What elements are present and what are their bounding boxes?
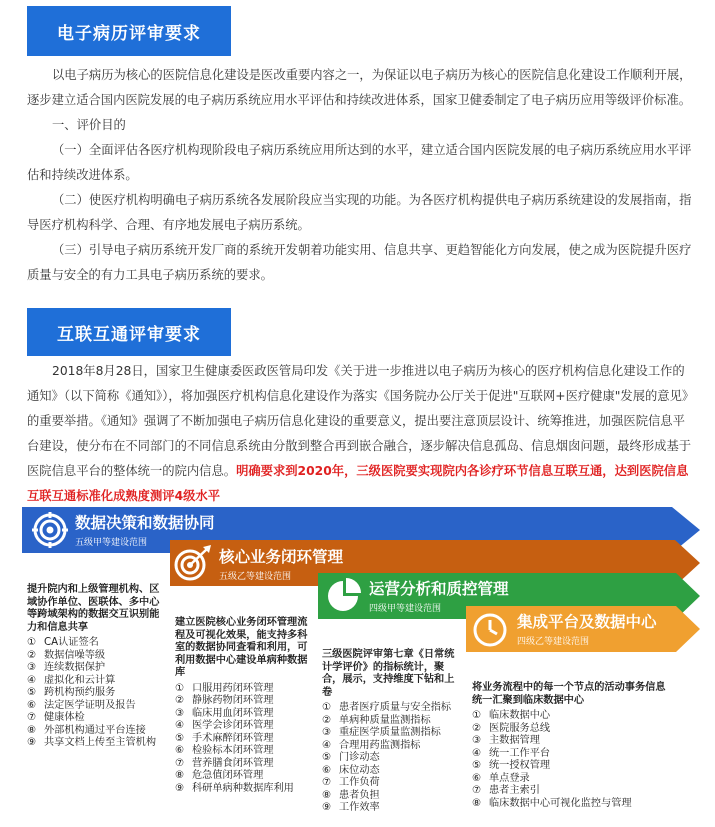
section1-item-3: （三）引导电子病历系统开发厂商的系统开发朝着功能实用、信息共享、更趋智能化方向发展，使之成为医院提升医疗质量与安全的有力工具电子病历系统的要求。 xyxy=(27,243,692,282)
column-data-decision xyxy=(27,584,165,750)
list-item xyxy=(472,748,672,761)
list-item-number: ② xyxy=(27,649,37,661)
list-item xyxy=(472,760,672,773)
list-item-text: 临床数据中心 xyxy=(489,710,551,721)
list-item xyxy=(175,733,313,746)
list-item-text: 医学会诊闭环管理 xyxy=(192,720,274,731)
list-item xyxy=(322,752,462,765)
list-item-text: 健康体检 xyxy=(44,712,85,723)
list-item xyxy=(175,695,313,708)
list-item xyxy=(472,785,672,798)
list-item-number: ① xyxy=(27,637,37,648)
list-item xyxy=(27,737,165,750)
list-item-number: ④ xyxy=(175,720,185,731)
list-item-number: ③ xyxy=(27,662,37,673)
list-item-number: ⑦ xyxy=(472,785,482,796)
list-item-text: 共享文档上传至主管机构 xyxy=(44,737,157,748)
list-item-number: ⑤ xyxy=(27,687,37,698)
list-item-text: 外部机构通过平台连接 xyxy=(44,724,146,736)
list-item-number: ⑨ xyxy=(27,737,37,748)
list-item xyxy=(27,700,165,713)
list-item-number: ④ xyxy=(322,739,332,751)
list-item-text: 科研单病种数据库利用 xyxy=(192,782,294,794)
list-item-text: 法定医学证明及报告 xyxy=(44,699,136,711)
list-item-number: ③ xyxy=(472,735,482,746)
section-title-interop: 互联互通评审要求 xyxy=(27,308,231,356)
list-item-text: 单点登录 xyxy=(489,772,530,784)
list-item-number: ⑨ xyxy=(322,802,332,813)
list-item-text: 主数据管理 xyxy=(489,735,540,746)
list-item-text: 连续数据保护 xyxy=(44,662,106,673)
banner-3-subtitle: 四级甲等建设范围 xyxy=(369,604,442,614)
target-icon xyxy=(32,512,68,552)
list-item-number: ① xyxy=(322,702,332,713)
list-item xyxy=(27,712,165,725)
column-3-list xyxy=(322,702,462,815)
list-item-number: ⑦ xyxy=(175,757,185,769)
list-item xyxy=(27,650,165,663)
list-item-text: 临床数据中心可视化监控与管理 xyxy=(489,797,632,809)
section2-text: 2018年8月28日，国家卫生健康委医政医管局印发《关于进一步推进以电子病历为核心的医疗机构信息化建设工作的通知》（以下简称《通知》），将加强医疗机构信息化建设作为落实《国务院办公厅关于促进"互联网+医疗健康"发展的意见》的重要举措。《通知》强调了不断加强电子病历信息化建设的重要意义，提出要注意顶层设计、统筹推进，加强医院信息平台建设，使分布在不同部门的不同信息系统由分散到整合再到嵌合融合，逐步解决信息孤岛、信息烟囱问题，最终形成基于医院信息平台的整体统一的院内信息。 xyxy=(27,364,695,478)
list-item-number: ⑥ xyxy=(322,764,332,776)
list-item xyxy=(472,798,672,811)
list-item-number: ② xyxy=(472,722,482,734)
column-4-list xyxy=(472,710,672,810)
list-item-text: 临床用血闭环管理 xyxy=(192,707,274,719)
list-item-text: 检验标本闭环管理 xyxy=(192,745,274,756)
list-item-text: 医院服务总线 xyxy=(489,722,551,734)
list-item xyxy=(27,725,165,738)
list-item-text: 营养膳食闭环管理 xyxy=(192,757,274,769)
banner-3-title: 运营分析和质控管理 xyxy=(369,580,509,598)
list-item-number: ② xyxy=(322,714,332,726)
list-item xyxy=(175,745,313,758)
banner-4-title: 集成平台及数据中心 xyxy=(517,613,657,631)
list-item-text: 口服用药闭环管理 xyxy=(192,682,274,694)
list-item-number: ④ xyxy=(27,674,37,686)
list-item-text: 床位动态 xyxy=(339,764,380,776)
list-item-text: 工作负荷 xyxy=(339,777,380,788)
section2-highlight: 明确要求到2020年，三级医院要实现院内各诊疗环节信息互联互通，达到医院信息互联互通标准化成熟度测评4级水平 xyxy=(27,464,689,503)
list-item-text: 统一工作平台 xyxy=(489,747,551,759)
section1-item-1: （一）全面评估各医疗机构现阶段电子病历系统应用所达到的水平，建立适合国内医院发展的电子病历系统应用水平评估和持续改进体系。 xyxy=(27,143,692,182)
list-item-text: 患者负担 xyxy=(339,789,380,801)
list-item-number: ① xyxy=(472,710,482,721)
list-item xyxy=(322,740,462,753)
banner-1-title: 数据决策和数据协同 xyxy=(75,514,215,532)
banner-2-subtitle: 五级乙等建设范围 xyxy=(219,572,292,582)
column-operation xyxy=(322,649,462,815)
list-item-text: 单病种质量监测指标 xyxy=(339,714,431,726)
section1-item-2: （二）使医疗机构明确电子病历系统各发展阶段应当实现的功能。为各医疗机构提供电子病历系统建设的发展指南，指导医疗机构科学、合理、有序地发展电子病历系统。 xyxy=(27,193,692,232)
list-item-text: CA认证签名 xyxy=(44,637,99,648)
list-item-text: 跨机构预约服务 xyxy=(44,687,116,698)
list-item-text: 重症医学质量监测指标 xyxy=(339,727,441,738)
list-item-text: 数据信噪等级 xyxy=(44,649,106,661)
list-item-text: 合理用药监测指标 xyxy=(339,739,421,751)
section-title-emr: 电子病历评审要求 xyxy=(27,6,231,56)
list-item-number: ⑧ xyxy=(175,770,185,781)
banner-4-subtitle: 四级乙等建设范围 xyxy=(517,637,590,647)
list-item xyxy=(322,715,462,728)
list-item xyxy=(472,773,672,786)
list-item xyxy=(27,662,165,675)
banner-1-subtitle: 五级甲等建设范围 xyxy=(75,538,148,548)
clock-icon xyxy=(472,612,508,652)
list-item-text: 患者医疗质量与安全指标 xyxy=(339,702,452,713)
list-item xyxy=(175,783,313,796)
section2-body xyxy=(27,359,695,509)
list-item xyxy=(322,727,462,740)
list-item xyxy=(175,770,313,783)
list-item-number: ⑦ xyxy=(322,777,332,788)
column-core-business xyxy=(175,617,313,795)
list-item-number: ⑧ xyxy=(322,789,332,801)
list-item xyxy=(322,790,462,803)
list-item xyxy=(322,777,462,790)
list-item-number: ④ xyxy=(472,747,482,759)
list-item xyxy=(175,720,313,733)
column-1-head: 提升院内和上级管理机构、区域协作单位、医联体、多中心等跨域架构的数据交互识别能力和信息共享 xyxy=(27,584,160,633)
column-integration xyxy=(472,682,672,810)
list-item xyxy=(27,637,165,650)
list-item-number: ⑧ xyxy=(472,797,482,809)
column-4-head: 将业务流程中的每一个节点的活动事务信息统一汇聚到临床数据中心 xyxy=(472,682,666,706)
list-item-number: ⑦ xyxy=(27,712,37,723)
list-item-number: ⑥ xyxy=(472,772,482,784)
list-item-number: ⑤ xyxy=(472,760,482,771)
list-item xyxy=(175,708,313,721)
list-item-text: 患者主索引 xyxy=(489,785,540,796)
bullseye-arrow-icon xyxy=(174,545,212,585)
section1-intro: 以电子病历为核心的医院信息化建设是医改重要内容之一，为保证以电子病历为核心的医院信息化建设工作顺利开展，逐步建立适合国内医院发展的电子病历系统应用水平评估和持续改进体系，国家卫健委制定了电子病历应用等级评价标准。 xyxy=(27,68,692,107)
section2-paragraph xyxy=(27,359,695,509)
list-item-number: ① xyxy=(175,682,185,694)
list-item xyxy=(322,802,462,815)
list-item xyxy=(175,683,313,696)
banner-2-title: 核心业务闭环管理 xyxy=(219,548,344,566)
list-item-text: 手术麻醉闭环管理 xyxy=(192,732,274,744)
section1-body xyxy=(27,63,695,288)
list-item-text: 危急值闭环管理 xyxy=(192,770,264,781)
list-item-number: ⑨ xyxy=(175,782,185,794)
column-2-head: 建立医院核心业务闭环管理流程及可视化效果，能支持多科室的数据协同查看和利用，可利用数据中心建设单病种数据库 xyxy=(175,617,308,678)
list-item xyxy=(175,758,313,771)
column-1-list xyxy=(27,637,165,750)
column-3-head: 三级医院评审第七章《日常统计学评价》的指标统计，聚合，展示，支持维度下钻和上卷 xyxy=(322,649,455,698)
column-2-list xyxy=(175,683,313,796)
list-item-text: 门诊动态 xyxy=(339,752,380,763)
list-item xyxy=(472,710,672,723)
list-item-number: ⑧ xyxy=(27,724,37,736)
list-item-text: 统一授权管理 xyxy=(489,760,551,771)
list-item-text: 虚拟化和云计算 xyxy=(44,674,116,686)
list-item xyxy=(322,702,462,715)
list-item-number: ③ xyxy=(175,707,185,719)
list-item xyxy=(472,735,672,748)
list-item-number: ③ xyxy=(322,727,332,738)
pie-chart-icon xyxy=(326,577,364,619)
list-item-number: ⑥ xyxy=(27,699,37,711)
list-item-number: ② xyxy=(175,695,185,706)
list-item-number: ⑥ xyxy=(175,745,185,756)
section1-heading: 一、评价目的 xyxy=(52,118,126,132)
list-item-number: ⑤ xyxy=(175,732,185,744)
list-item-number: ⑤ xyxy=(322,752,332,763)
list-item xyxy=(322,765,462,778)
list-item xyxy=(472,723,672,736)
list-item xyxy=(27,675,165,688)
list-item xyxy=(27,687,165,700)
list-item-text: 静脉药物闭环管理 xyxy=(192,695,274,706)
list-item-text: 工作效率 xyxy=(339,802,380,813)
